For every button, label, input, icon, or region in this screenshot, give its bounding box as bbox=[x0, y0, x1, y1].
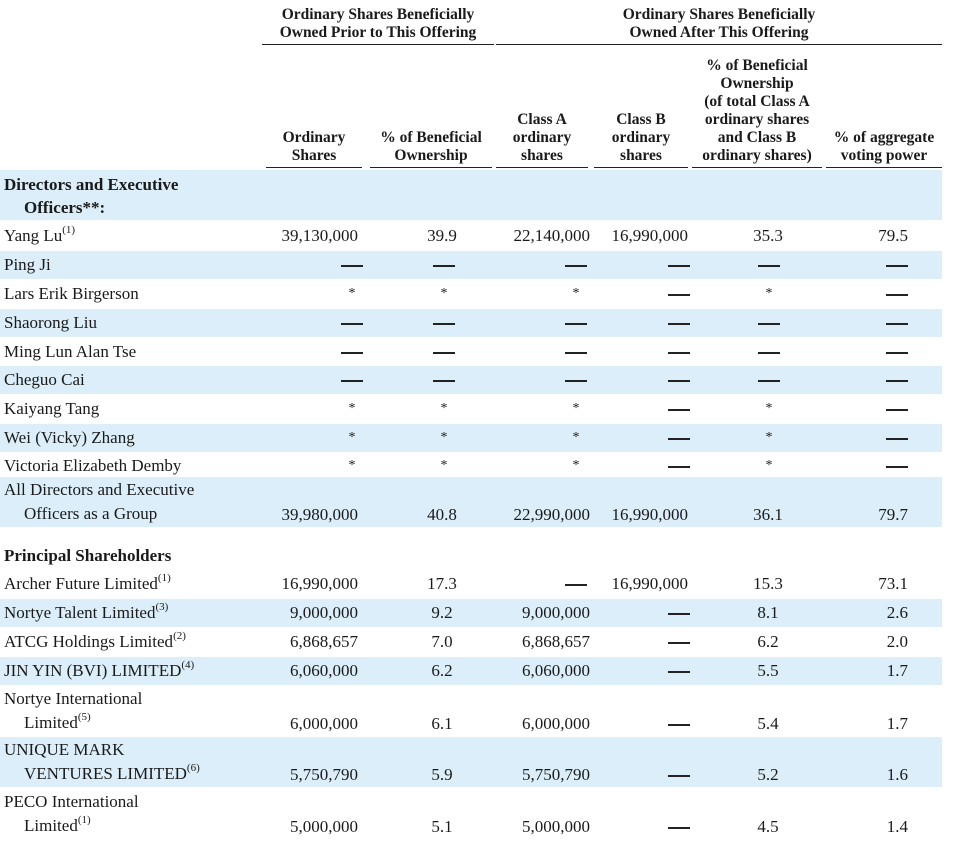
header-group-prior: Ordinary Shares Beneficially Owned Prior to This Offering bbox=[279, 6, 477, 41]
dash-mark bbox=[758, 265, 780, 266]
value-cell: 9,000,000 bbox=[522, 603, 590, 622]
value-cell bbox=[424, 342, 464, 362]
table-row bbox=[0, 570, 942, 598]
value-cell: 5,000,000 bbox=[522, 817, 590, 836]
table-row bbox=[0, 477, 942, 527]
value-cell: 15.3 bbox=[753, 574, 783, 593]
header-rule bbox=[370, 167, 492, 168]
value-cell: 8.1 bbox=[757, 603, 779, 622]
value-cell bbox=[877, 370, 917, 390]
value-cell: 6.2 bbox=[431, 661, 453, 680]
value-cell: 5.4 bbox=[757, 714, 779, 733]
value-cell bbox=[659, 399, 699, 419]
value-cell: 1.7 bbox=[886, 661, 908, 680]
holder-name bbox=[4, 284, 139, 304]
header-rule bbox=[594, 167, 688, 168]
header-rule bbox=[266, 167, 362, 168]
table-row bbox=[0, 657, 942, 685]
value-cell: 17.3 bbox=[427, 574, 457, 593]
value-cell: 39.9 bbox=[427, 226, 457, 245]
dash-mark bbox=[668, 671, 690, 672]
holder-name-line: Victoria Elizabeth Demby bbox=[4, 456, 182, 475]
holder-name-line: UNIQUE MARK bbox=[4, 740, 125, 759]
value-cell bbox=[877, 456, 917, 476]
value-cell bbox=[877, 313, 917, 333]
value-cell bbox=[556, 255, 596, 275]
value-cell: * bbox=[572, 430, 580, 445]
header-col-class-b: Class B ordinary shares bbox=[611, 111, 671, 164]
holder-name bbox=[4, 687, 142, 735]
dash-mark bbox=[758, 380, 780, 381]
holder-name bbox=[4, 574, 171, 594]
dash-mark bbox=[758, 352, 780, 353]
section-principal: Principal Shareholders bbox=[4, 546, 172, 565]
dash-mark bbox=[668, 380, 690, 381]
dash-mark bbox=[565, 265, 587, 266]
value-cell bbox=[877, 255, 917, 275]
holder-name-line: Shaorong Liu bbox=[4, 313, 98, 332]
dash-mark bbox=[668, 438, 690, 439]
value-cell bbox=[659, 714, 699, 734]
table-row bbox=[0, 737, 942, 787]
holder-name bbox=[4, 632, 186, 652]
dash-mark bbox=[341, 380, 363, 381]
dash-mark bbox=[668, 775, 690, 776]
value-cell: * bbox=[765, 286, 773, 301]
value-cell: 16,990,000 bbox=[611, 505, 688, 524]
dash-mark bbox=[886, 294, 908, 295]
dash-mark bbox=[433, 323, 455, 324]
value-cell: 73.1 bbox=[878, 574, 908, 593]
value-cell: * bbox=[765, 401, 773, 416]
value-cell bbox=[659, 765, 699, 785]
header-rule bbox=[496, 167, 588, 168]
holder-name bbox=[4, 428, 135, 448]
value-cell: 7.0 bbox=[431, 632, 453, 651]
value-cell bbox=[659, 428, 699, 448]
holder-name-line: Wei (Vicky) Zhang bbox=[4, 428, 135, 447]
value-cell: 6,000,000 bbox=[522, 714, 590, 733]
dash-mark bbox=[886, 265, 908, 266]
holder-name-line: Lars Erik Birgerson bbox=[4, 284, 139, 303]
holder-name bbox=[4, 399, 99, 419]
dash-mark bbox=[433, 352, 455, 353]
table-row bbox=[0, 338, 942, 366]
value-cell: 16,990,000 bbox=[611, 226, 688, 245]
dash-mark bbox=[341, 352, 363, 353]
value-cell: * bbox=[440, 286, 448, 301]
holder-name-line: Cheguo Cai bbox=[4, 370, 85, 389]
value-cell: 2.6 bbox=[886, 603, 908, 622]
dash-mark bbox=[433, 265, 455, 266]
value-cell bbox=[556, 370, 596, 390]
holder-name-line: All Directors and Executive bbox=[4, 480, 195, 499]
value-cell: * bbox=[765, 430, 773, 445]
dash-mark bbox=[668, 724, 690, 725]
holder-name-line: VENTURES LIMITED bbox=[24, 764, 187, 783]
dash-mark bbox=[668, 294, 690, 295]
value-cell: 6.1 bbox=[431, 714, 453, 733]
dash-mark bbox=[565, 380, 587, 381]
value-cell: 16,990,000 bbox=[611, 574, 688, 593]
value-cell: 35.3 bbox=[753, 226, 783, 245]
value-cell: 5.9 bbox=[431, 765, 453, 784]
table-row bbox=[0, 251, 942, 279]
value-cell: 6,868,657 bbox=[290, 632, 358, 651]
holder-name bbox=[4, 478, 194, 526]
value-cell bbox=[749, 342, 789, 362]
dash-mark bbox=[565, 323, 587, 324]
value-cell: 40.8 bbox=[427, 505, 457, 524]
value-cell bbox=[877, 399, 917, 419]
footnote-marker: (1) bbox=[77, 814, 91, 826]
value-cell: 4.5 bbox=[757, 817, 779, 836]
holder-name bbox=[4, 661, 194, 681]
table-row bbox=[0, 686, 942, 736]
dash-mark bbox=[668, 265, 690, 266]
footnote-marker: (6) bbox=[186, 762, 200, 774]
header-group-after: Ordinary Shares Beneficially Owned After This Offering bbox=[622, 6, 816, 41]
value-cell bbox=[424, 313, 464, 333]
value-cell: * bbox=[348, 430, 356, 445]
table-row bbox=[0, 424, 942, 452]
header-col-shares: Ordinary Shares bbox=[282, 129, 346, 164]
dash-mark bbox=[341, 265, 363, 266]
value-cell: 39,980,000 bbox=[281, 505, 358, 524]
table-row bbox=[0, 789, 942, 839]
value-cell: 36.1 bbox=[753, 505, 783, 524]
dash-mark bbox=[886, 466, 908, 467]
table-row bbox=[0, 628, 942, 656]
value-cell: 6,868,657 bbox=[522, 632, 590, 651]
dash-mark bbox=[668, 642, 690, 643]
holder-name bbox=[4, 790, 139, 838]
dash-mark bbox=[341, 323, 363, 324]
value-cell: * bbox=[572, 458, 580, 473]
value-cell bbox=[877, 428, 917, 448]
value-cell bbox=[659, 632, 699, 652]
value-cell: * bbox=[348, 401, 356, 416]
value-cell bbox=[659, 342, 699, 362]
value-cell: 9,000,000 bbox=[290, 603, 358, 622]
value-cell: * bbox=[572, 401, 580, 416]
holder-name bbox=[4, 603, 168, 623]
table-row bbox=[0, 395, 942, 423]
value-cell: * bbox=[765, 458, 773, 473]
header-col-pct-prior: % of Beneficial Ownership bbox=[380, 129, 482, 164]
value-cell bbox=[424, 255, 464, 275]
dash-mark bbox=[668, 466, 690, 467]
value-cell bbox=[332, 370, 372, 390]
header-col-class-a: Class A ordinary shares bbox=[512, 111, 572, 164]
value-cell: 9.2 bbox=[431, 603, 453, 622]
value-cell: * bbox=[572, 286, 580, 301]
value-cell: 39,130,000 bbox=[281, 226, 358, 245]
value-cell bbox=[556, 342, 596, 362]
holder-name-line: Nortye International bbox=[4, 689, 143, 708]
value-cell: 6,000,000 bbox=[290, 714, 358, 733]
value-cell: 1.7 bbox=[886, 714, 908, 733]
value-cell bbox=[659, 255, 699, 275]
dash-mark bbox=[668, 352, 690, 353]
footnote-marker: (5) bbox=[77, 711, 91, 723]
section-title-line: Directors and Executive bbox=[4, 175, 179, 194]
holder-name bbox=[4, 255, 51, 275]
table-row bbox=[0, 222, 942, 250]
holder-name-line: JIN YIN (BVI) LIMITED bbox=[4, 661, 182, 680]
dash-mark bbox=[433, 380, 455, 381]
value-cell bbox=[659, 456, 699, 476]
value-cell: 1.6 bbox=[886, 765, 908, 784]
table-row bbox=[0, 309, 942, 337]
value-cell: * bbox=[348, 458, 356, 473]
value-cell bbox=[659, 370, 699, 390]
value-cell bbox=[659, 313, 699, 333]
header-rule bbox=[692, 167, 822, 168]
value-cell bbox=[332, 255, 372, 275]
value-cell bbox=[556, 313, 596, 333]
dash-mark bbox=[668, 409, 690, 410]
value-cell bbox=[659, 603, 699, 623]
holder-name-line: Ping Ji bbox=[4, 255, 51, 274]
value-cell bbox=[659, 661, 699, 681]
footnote-marker: (2) bbox=[173, 630, 186, 642]
dash-mark bbox=[565, 584, 587, 585]
holder-name bbox=[4, 370, 85, 390]
holder-name bbox=[4, 313, 97, 333]
footnote-marker: (3) bbox=[155, 601, 169, 613]
dash-mark bbox=[886, 438, 908, 439]
value-cell: 6,060,000 bbox=[522, 661, 590, 680]
value-cell: 5,750,790 bbox=[290, 765, 358, 784]
table-row bbox=[0, 280, 942, 308]
header-rule bbox=[826, 167, 942, 168]
section-directors bbox=[0, 170, 942, 220]
value-cell bbox=[749, 313, 789, 333]
value-cell: 5,000,000 bbox=[290, 817, 358, 836]
value-cell: 22,990,000 bbox=[513, 505, 590, 524]
header-col-voting: % of aggregate voting power bbox=[833, 129, 935, 164]
footnote-marker: (4) bbox=[181, 659, 195, 671]
value-cell: 22,140,000 bbox=[513, 226, 590, 245]
value-cell bbox=[749, 255, 789, 275]
value-cell: 5.5 bbox=[757, 661, 779, 680]
holder-name bbox=[4, 342, 136, 362]
dash-mark bbox=[886, 323, 908, 324]
value-cell bbox=[424, 370, 464, 390]
value-cell bbox=[877, 284, 917, 304]
holder-name bbox=[4, 226, 75, 246]
holder-name-line: ATCG Holdings Limited bbox=[4, 632, 174, 651]
dash-mark bbox=[886, 352, 908, 353]
value-cell: 79.5 bbox=[878, 226, 908, 245]
holder-name-line: PECO International bbox=[4, 792, 139, 811]
dash-mark bbox=[758, 323, 780, 324]
dash-mark bbox=[886, 409, 908, 410]
value-cell bbox=[659, 817, 699, 837]
value-cell: 6.2 bbox=[757, 632, 779, 651]
holder-name-line: Ming Lun Alan Tse bbox=[4, 342, 137, 361]
value-cell: 5.1 bbox=[431, 817, 453, 836]
value-cell: 16,990,000 bbox=[281, 574, 358, 593]
value-cell: * bbox=[440, 458, 448, 473]
holder-name-line: Limited bbox=[24, 713, 78, 732]
value-cell: 1.4 bbox=[886, 817, 908, 836]
value-cell bbox=[332, 342, 372, 362]
value-cell: 5.2 bbox=[757, 765, 779, 784]
table-row bbox=[0, 599, 942, 627]
footnote-marker: (1) bbox=[157, 572, 171, 584]
holder-name-line: Officers as a Group bbox=[24, 504, 158, 523]
dash-mark bbox=[668, 323, 690, 324]
value-cell bbox=[659, 284, 699, 304]
value-cell: * bbox=[440, 401, 448, 416]
table-row bbox=[0, 366, 942, 394]
dash-mark bbox=[886, 380, 908, 381]
holder-name-line: Limited bbox=[24, 816, 78, 835]
section-title-line: Officers**: bbox=[24, 198, 106, 217]
value-cell: 5,750,790 bbox=[522, 765, 590, 784]
value-cell: * bbox=[348, 286, 356, 301]
dash-mark bbox=[668, 613, 690, 614]
holder-name bbox=[4, 456, 181, 476]
dash-mark bbox=[565, 352, 587, 353]
header-rule bbox=[262, 44, 494, 45]
value-cell: * bbox=[440, 430, 448, 445]
holder-name-line: Kaiyang Tang bbox=[4, 399, 100, 418]
holder-name-line: Nortye Talent Limited bbox=[4, 603, 156, 622]
dash-mark bbox=[668, 827, 690, 828]
holder-name-line: Yang Lu bbox=[4, 226, 63, 245]
value-cell bbox=[332, 313, 372, 333]
value-cell: 2.0 bbox=[886, 632, 908, 651]
table-row bbox=[0, 452, 942, 480]
holder-name-line: Archer Future Limited bbox=[4, 574, 158, 593]
holder-name bbox=[4, 738, 200, 786]
footnote-marker: (1) bbox=[62, 224, 76, 236]
value-cell: 79.7 bbox=[878, 505, 908, 524]
section-title bbox=[4, 173, 178, 219]
value-cell: 6,060,000 bbox=[290, 661, 358, 680]
header-rule bbox=[496, 44, 942, 45]
value-cell bbox=[749, 370, 789, 390]
value-cell bbox=[877, 342, 917, 362]
header-col-pct-after: % of Beneficial Ownership (of total Class A ordinary shares and Class B ordinary shares) bbox=[702, 57, 812, 164]
